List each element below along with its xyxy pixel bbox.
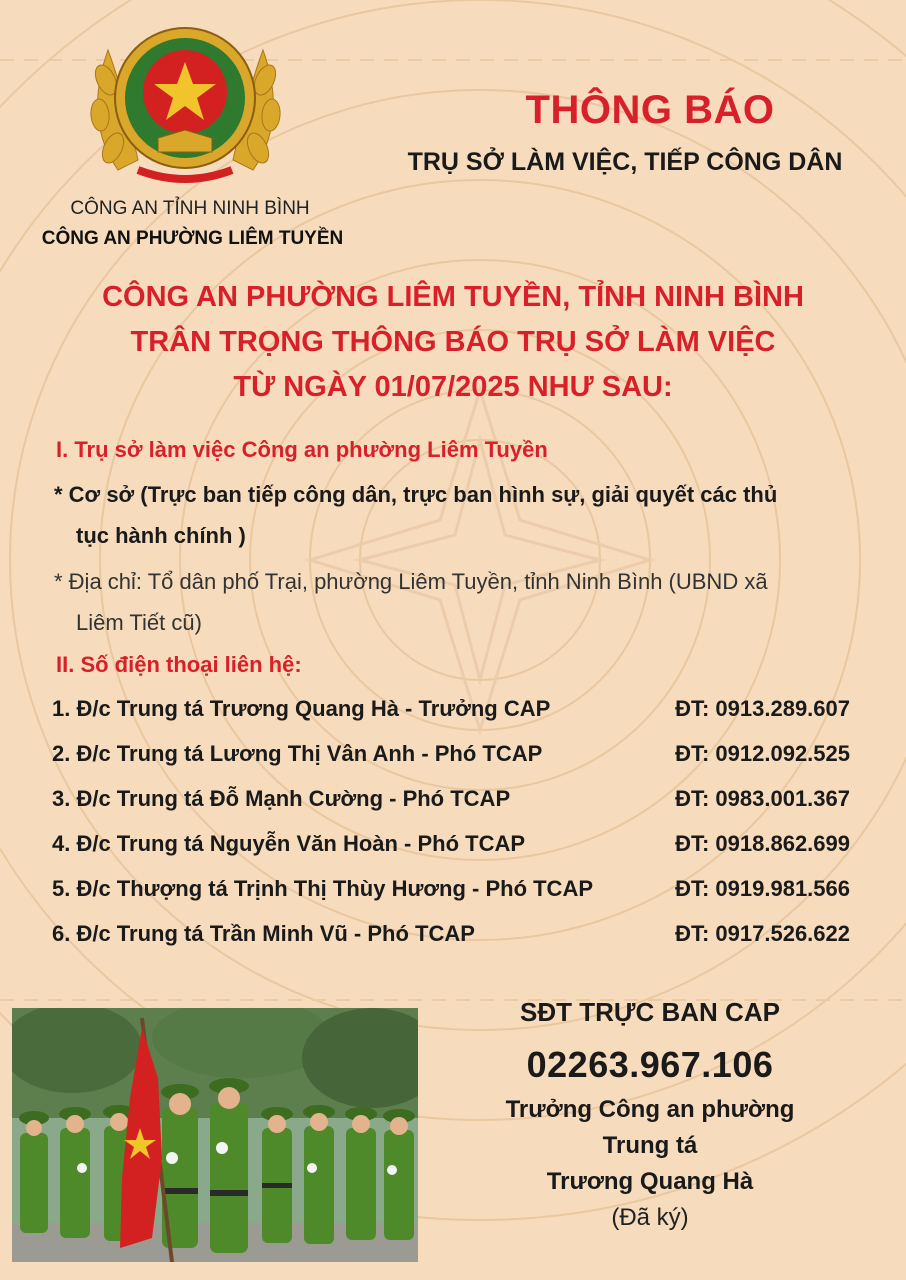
agency-parent-name: CÔNG AN TỈNH NINH BÌNH <box>70 198 310 219</box>
address-line-2: Liêm Tiết cũ) <box>76 610 202 635</box>
contact-name: 2. Đ/c Trung tá Lương Thị Vân Anh - Phó TCAP <box>52 741 543 766</box>
police-emblem <box>78 20 293 190</box>
notice-subtitle: TRỤ SỞ LÀM VIỆC, TIẾP CÔNG DÂN <box>407 148 843 176</box>
section-heading-contacts: II. Số điện thoại liên hệ: <box>56 652 302 677</box>
contact-name: 4. Đ/c Trung tá Nguyễn Văn Hoàn - Phó TCAP <box>52 831 526 856</box>
address-description <box>54 561 864 643</box>
signatory-title: Trưởng Công an phường <box>505 1096 795 1123</box>
contact-name: 3. Đ/c Trung tá Đỗ Mạnh Cường - Phó TCAP <box>52 786 511 811</box>
facility-description <box>54 474 864 556</box>
agency-unit-name: CÔNG AN PHƯỜNG LIÊM TUYỀN <box>41 228 344 249</box>
section-heading-office: I. Trụ sở làm việc Công an phường Liêm Tuyền <box>56 437 548 462</box>
headline-line-1: CÔNG AN PHƯỜNG LIÊM TUYỀN, TỈNH NINH BÌNH <box>102 281 804 313</box>
marching-police-photo <box>12 1008 418 1262</box>
headline-line-3: TỪ NGÀY 01/07/2025 NHƯ SAU: <box>233 371 673 403</box>
contact-row <box>52 688 862 733</box>
contact-row <box>52 913 862 958</box>
signatory-rank: Trung tá <box>602 1132 698 1159</box>
contact-phone: ĐT: 0912.092.525 <box>675 741 850 766</box>
contact-phone: ĐT: 0919.981.566 <box>675 876 850 901</box>
police-emblem-icon <box>78 20 293 190</box>
contact-phone: ĐT: 0918.862.699 <box>675 831 850 856</box>
contact-row <box>52 823 862 868</box>
signatory-name: Trương Quang Hà <box>546 1168 754 1195</box>
contact-phone: ĐT: 0983.001.367 <box>675 786 850 811</box>
contact-name: 5. Đ/c Thượng tá Trịnh Thị Thùy Hương - Phó TCAP <box>52 876 594 901</box>
contact-row <box>52 868 862 913</box>
facility-line-1: * Cơ sở (Trực ban tiếp công dân, trực ban hình sự, giải quyết các thủ <box>54 482 778 507</box>
notice-title: THÔNG BÁO <box>525 88 775 132</box>
facility-line-2: tục hành chính ) <box>76 523 246 548</box>
contact-row <box>52 733 862 778</box>
headline-line-2: TRÂN TRỌNG THÔNG BÁO TRỤ SỞ LÀM VIỆC <box>130 326 776 358</box>
contact-list <box>52 688 862 958</box>
marching-police-photo-image <box>12 1008 418 1262</box>
address-line-1: * Địa chỉ: Tổ dân phố Trại, phường Liêm Tuyền, tỉnh Ninh Bình (UBND xã <box>54 569 768 594</box>
contact-row <box>52 778 862 823</box>
contact-name: 6. Đ/c Trung tá Trần Minh Vũ - Phó TCAP <box>52 921 475 946</box>
duty-phone-number: 02263.967.106 <box>526 1044 774 1085</box>
contact-phone: ĐT: 0913.289.607 <box>675 696 850 721</box>
duty-phone-label: SĐT TRỰC BAN CAP <box>520 997 780 1027</box>
signed-note: (Đã ký) <box>611 1204 689 1231</box>
contact-name: 1. Đ/c Trung tá Trương Quang Hà - Trưởng CAP <box>52 696 551 721</box>
contact-phone: ĐT: 0917.526.622 <box>675 921 850 946</box>
